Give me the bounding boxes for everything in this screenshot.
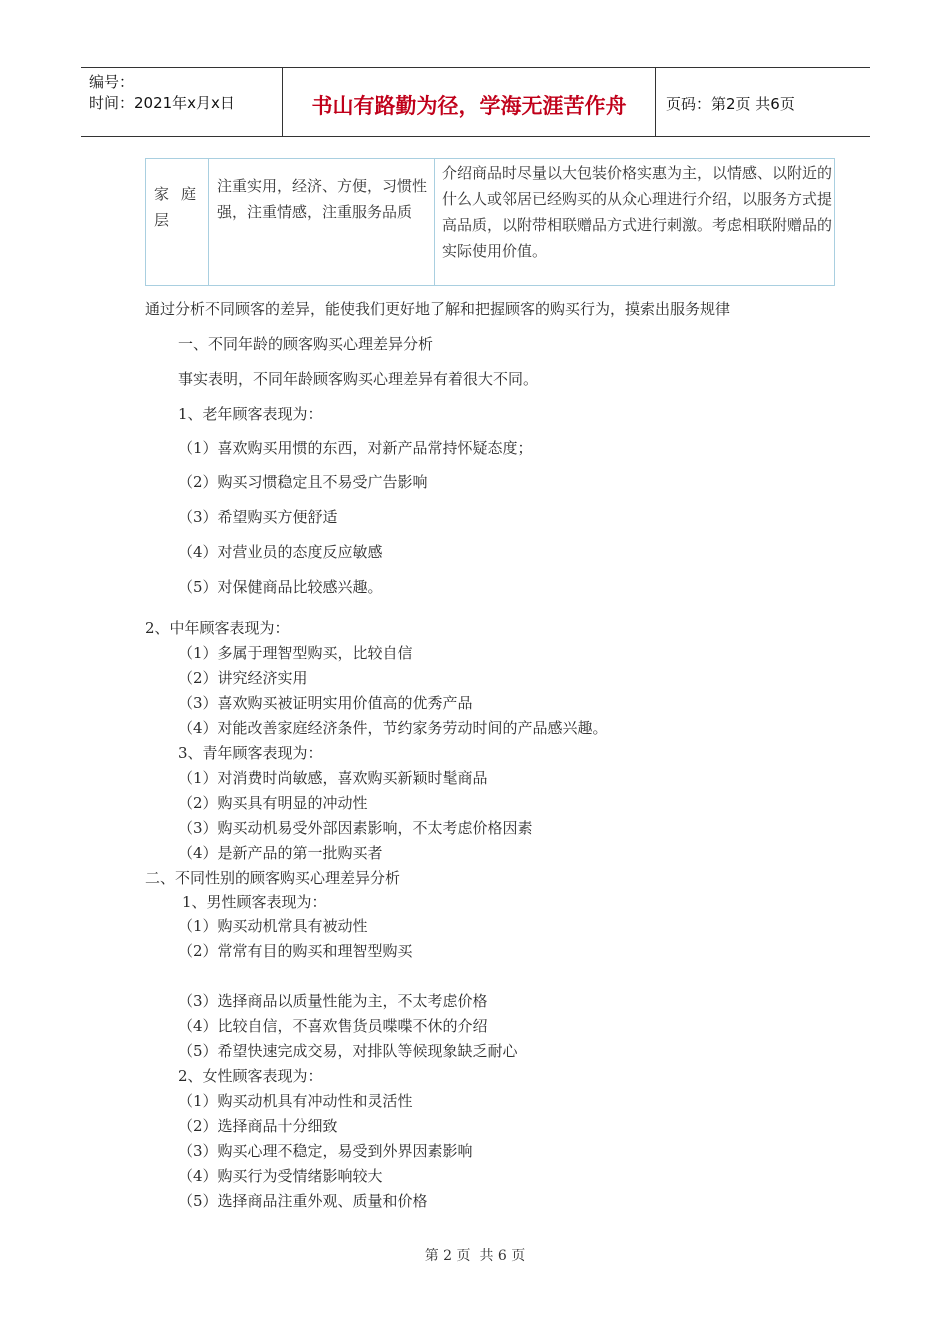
list-item: （4）比较自信，不喜欢售货员喋喋不休的介绍 bbox=[178, 1017, 488, 1035]
list-item: （5）希望快速完成交易，对排队等候现象缺乏耐心 bbox=[178, 1042, 518, 1060]
list-item: （2）常常有目的购买和理智型购买 bbox=[178, 942, 413, 960]
header-page-label: 页码：第2页 共6页 bbox=[666, 95, 795, 113]
subsection-heading-elderly: 1、老年顾客表现为： bbox=[178, 405, 323, 423]
list-item: （1）购买动机常具有被动性 bbox=[178, 917, 368, 935]
list-item: （4）是新产品的第一批购买者 bbox=[178, 844, 383, 862]
page-footer: 第 2 页 共 6 页 bbox=[424, 1248, 526, 1264]
list-item: （1）购买动机具有冲动性和灵活性 bbox=[178, 1092, 413, 1110]
section-heading-gender: 二、不同性别的顾客购买心理差异分析 bbox=[145, 869, 401, 887]
list-item: （3）希望购买方便舒适 bbox=[178, 508, 338, 526]
table-traits-cell bbox=[209, 159, 435, 285]
list-item: （2）购买具有明显的冲动性 bbox=[178, 794, 368, 812]
list-item: （2）购买习惯稳定且不易受广告影响 bbox=[178, 473, 428, 491]
subsection-heading-male: 1、男性顾客表现为： bbox=[182, 893, 327, 911]
document-date-label: 时间：2021年x月x日 bbox=[89, 94, 235, 112]
paragraph-text: 事实表明，不同年龄顾客购买心理差异有着很大不同。 bbox=[178, 370, 539, 388]
intro-paragraph: 通过分析不同顾客的差异，能使我们更好地了解和把握顾客的购买行为，摸索出服务规律 bbox=[145, 300, 731, 318]
list-item: （2）选择商品十分细致 bbox=[178, 1117, 338, 1135]
header-motto: 书山有路勤为径，学海无涯苦作舟 bbox=[311, 94, 627, 118]
table-row-label-cont: 层 bbox=[154, 211, 170, 229]
section-heading-age: 一、不同年龄的顾客购买心理差异分析 bbox=[178, 335, 434, 353]
list-item: （4）购买行为受情绪影响较大 bbox=[178, 1167, 383, 1185]
table-traits-text: 注重实用，经济、方便，习惯性强，注重情感，注重服务品质 bbox=[217, 177, 428, 221]
header-motto-cell bbox=[283, 68, 656, 136]
document-header bbox=[81, 67, 870, 137]
list-item: （4）对能改善家庭经济条件，节约家务劳动时间的产品感兴趣。 bbox=[178, 719, 608, 737]
customer-type-table bbox=[145, 158, 835, 286]
list-item: （3）购买心理不稳定，易受到外界因素影响 bbox=[178, 1142, 473, 1160]
list-item: （1）喜欢购买用惯的东西，对新产品常持怀疑态度； bbox=[178, 439, 533, 457]
table-row-label: 家庭 bbox=[154, 185, 209, 203]
subsection-heading-female: 2、女性顾客表现为： bbox=[178, 1067, 323, 1085]
subsection-heading-young: 3、青年顾客表现为： bbox=[178, 744, 323, 762]
subsection-heading-middle-aged: 2、中年顾客表现为： bbox=[145, 619, 290, 637]
header-meta-cell bbox=[81, 68, 283, 136]
list-item: （4）对营业员的态度反应敏感 bbox=[178, 543, 383, 561]
list-item: （3）选择商品以质量性能为主，不太考虑价格 bbox=[178, 992, 488, 1010]
list-item: （3）购买动机易受外部因素影响，不太考虑价格因素 bbox=[178, 819, 533, 837]
table-strategy-cell bbox=[435, 159, 834, 285]
list-item: （5）选择商品注重外观、质量和价格 bbox=[178, 1192, 428, 1210]
list-item: （5）对保健商品比较感兴趣。 bbox=[178, 578, 383, 596]
table-strategy-text: 介绍商品时尽量以大包装价格实惠为主，以情感、以附近的什么人或邻居已经购买的从众心理进行介绍，以服务方式提高品质，以附带相联赠品方式进行刺激。考虑相联附赠品的实际使用价值。 bbox=[442, 164, 833, 260]
list-item: （1）对消费时尚敏感，喜欢购买新颖时髦商品 bbox=[178, 769, 488, 787]
list-item: （3）喜欢购买被证明实用价值高的优秀产品 bbox=[178, 694, 473, 712]
document-number-label: 编号： bbox=[89, 73, 135, 91]
table-row-label-cell bbox=[146, 159, 209, 285]
list-item: （2）讲究经济实用 bbox=[178, 669, 308, 687]
list-item: （1）多属于理智型购买，比较自信 bbox=[178, 644, 413, 662]
